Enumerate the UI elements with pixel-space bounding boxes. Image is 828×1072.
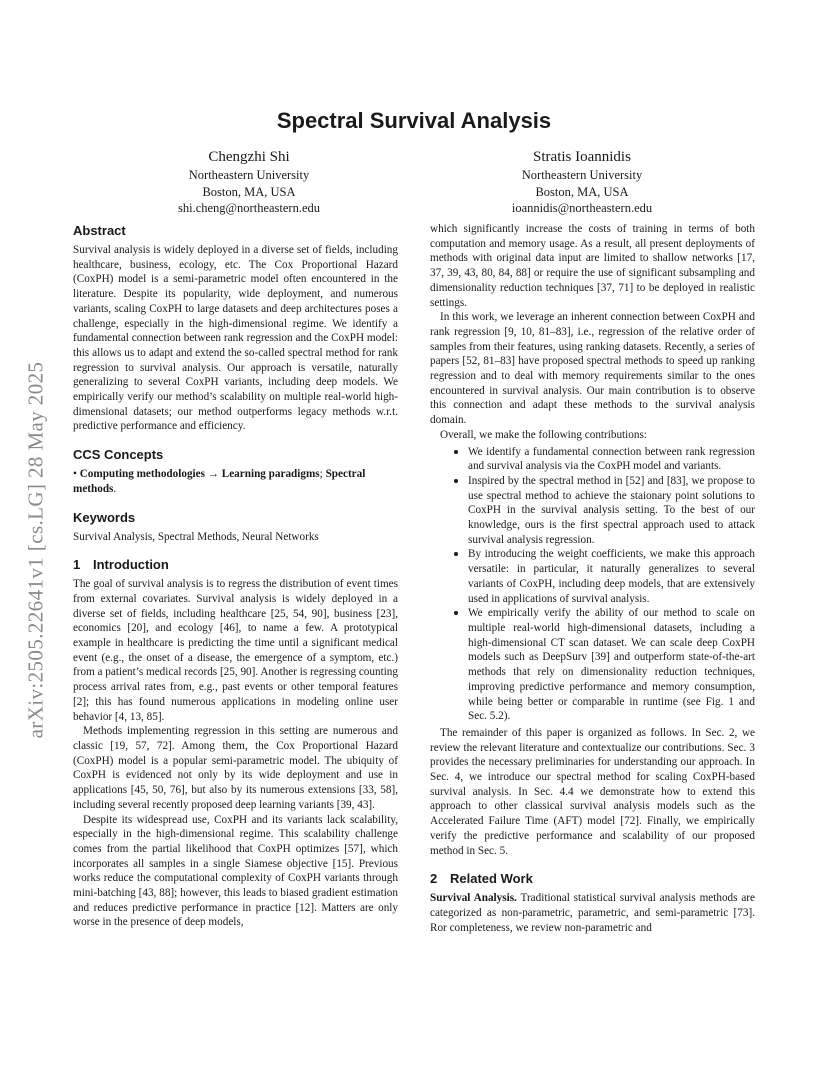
intro-paragraph-7: The remainder of this paper is organized as follows. In Sec. 2, we review the relevant literature and contextualize our contributions. Sec. 3 provides the necessary preliminaries for understanding our approach. In Sec. 4, we introduce our spectral method for scaling CoxPH-based survival analysis. In Sec. 4.4 we demonstrate how to extend this approach to other classical survival analysis models such as the Accelerated Failure Time (AFT) model [72]. Finally, we empirically verify the predictive performance and scalability of our proposed method in Sec. 5. [430,726,755,857]
ccs-sep: ; [319,468,326,481]
ccs-concepts [73,467,398,496]
ccs-part3: Spectral methods [73,468,366,495]
related-heading [430,870,755,887]
list-item-text: We empirically verify the ability of our method to scale on multiple real-world high-dimensional datasets, including a high-dimensional CT scan dataset. We can scale deep CoxPH models such as DeepSurv [39] and outperform state-of-the-art methods that rely on dimensionality reduction techniques, improving predictive performance and memory consumption, while being better or comparable in runtime (see Fig. 1 and Sec. 5.2). [468,607,755,723]
keywords-text: Survival Analysis, Spectral Methods, Neural Networks [73,530,319,543]
list-item [430,474,755,548]
bullet-icon [454,611,458,615]
author-location: Boston, MA, USA [535,184,629,199]
intro-heading [73,556,398,573]
ccs-heading: CCS Concepts [73,447,164,463]
paper-title: Spectral Survival Analysis [276,108,552,133]
author-affiliation: Northeastern University [188,168,310,182]
author-block-2 [452,148,712,217]
author-name: Chengzhi Shi [208,149,290,165]
right-column [430,222,755,935]
ccs-arrow: → [204,468,222,481]
list-item-text: By introducing the weight coefficients, we make this approach versatile: in particular, it naturally generalizes to several variants of CoxPH, including deep models, that are extensively used in applications of survival analysis. [468,548,755,605]
ccs-end: . [113,482,117,495]
section-title: Related Work [450,871,533,887]
bullet-icon [454,552,458,556]
list-item [430,445,755,474]
list-item [430,606,755,724]
abstract-heading: Abstract [73,223,126,238]
abstract-text: Survival analysis is widely deployed in a diverse set of fields, including healthcare, business, ecology, etc. The Cox Proportional Hazard (CoxPH) model is a semi-parametric model often encountered in the literature. Despite its popularity, wide deployment, and numerous variants, scaling CoxPH to large datasets and deep architectures poses a challenge, especially in the high-dimensional regime. We identify a fundamental connection between rank regression and the CoxPH model: this allows us to adapt and extend the so-called spectral method for rank regression to survival analysis. Our approach is versatile, naturally generalizing to several CoxPH variants, including deep models. We empirically verify our method’s scalability on multiple real-world high-dimensional datasets; our method outperforms legacy methods w.r.t. predictive performance and efficiency. [73,244,398,433]
author-email: shi.cheng@northeastern.edu [177,201,321,215]
list-item-text: Inspired by the spectral method in [52] and [83], we propose to use spectral method to achieve the staionary point solutions to CoxPH in the survival analysis setting. To the best of our knowledge, ours is the first spectral approach used to attack survival analysis regression. [468,474,755,546]
intro-paragraph-3: Despite its widespread use, CoxPH and its variants lack scalability, especially in the high-dimensional regime. This scalability challenge comes from the partial likelihood that CoxPH optimizes [57], which incorporates all samples in a single Siamese objective [15]. Previous works reduce the computational complexity of CoxPH variants through mini-batching [43, 88]; however, this leads to biased gradient estimation and reduces predictive performance in practice [12]. Matters are only worse in the presence of deep models, [73,813,398,929]
left-column [73,222,398,930]
arxiv-watermark: arXiv:2505.22641v1 [cs.LG] 28 May 2025 [23,361,48,739]
list-item-text: We identify a fundamental connection between rank regression and survival analysis via the CoxPH model and variants. [468,445,755,473]
author-location: Boston, MA, USA [202,184,296,199]
ccs-part1: Computing methodologies [79,468,205,481]
author-affiliation: Northeastern University [521,168,643,182]
section-title: Introduction [93,557,169,573]
bullet-icon [454,450,458,454]
intro-paragraph-1: The goal of survival analysis is to regress the distribution of event times from external covariates. Survival analysis is widely deployed in a diverse set of fields, including healthcare [25, 54, 90], business [23], economics [20], and ecology [46], to name a few. A prototypical example in healthcare is predicting the time until a significant medical event (e.g., the onset of a disease, the emergence of a symptom, etc.) from a patient’s medical records [25, 90]. Another is regressing counting process arrival rates from, e.g., past events or other temporal features [2]; this has found numerous applications in modeling online user behavior [4, 13, 85]. [73,578,398,723]
section-number: 1 [73,557,81,573]
keywords-heading: Keywords [73,509,136,525]
intro-paragraph-4: which significantly increase the costs of training in terms of both computation and memory usage. As a result, all present deployments of methods with original data input are limited to shallow networks [17, 37, 39, 43, 80, 84, 88] or require the use of significant subsampling and dimensionality reduction techniques [37, 71] to be deployed in realistic settings. [430,223,755,309]
list-item [430,547,755,606]
bullet-icon [454,479,458,483]
contributions-list [430,445,755,724]
ccs-part2: Learning paradigms [221,468,320,481]
related-paragraph [430,891,755,935]
related-text: Traditional statistical survival analysis methods are categorized as non-parametric, parametric, and semi-parametric [73]. Ror completeness, we review non-parametric and [430,892,756,934]
author-name: Stratis Ioannidis [533,149,631,165]
ccs-bullet: • [73,468,77,481]
author-block-1 [119,148,379,217]
intro-paragraph-2: Methods implementing regression in this setting are numerous and classic [19, 57, 72]. Among them, the Cox Proportional Hazard (CoxPH) model is a popular semi-parametric model. The ubiquity of CoxPH is evidenced not only by its wide deployment and use in applications [45, 50, 76], but also by its numerous extensions [33, 58], including several recently proposed deep learning variants [39, 43]. [73,725,398,811]
intro-paragraph-6: Overall, we make the following contributions: [440,428,647,441]
intro-paragraph-5: In this work, we leverage an inherent connection between CoxPH and rank regression [9, 10, 81–83], i.e., regression of the relative order of samples from their features, using ranking datasets. Recently, a series of papers [52, 81–83] have proposed spectral methods to speed up ranking regression and to deal with memory requirements similar to the ones encountered in survival analysis. Our main contribution is to observe this connection and adapt these methods to the survival analysis domain. [430,311,755,427]
section-number: 2 [430,871,438,887]
author-email: ioannidis@northeastern.edu [511,201,653,215]
related-lead: Survival Analysis. [430,892,517,905]
